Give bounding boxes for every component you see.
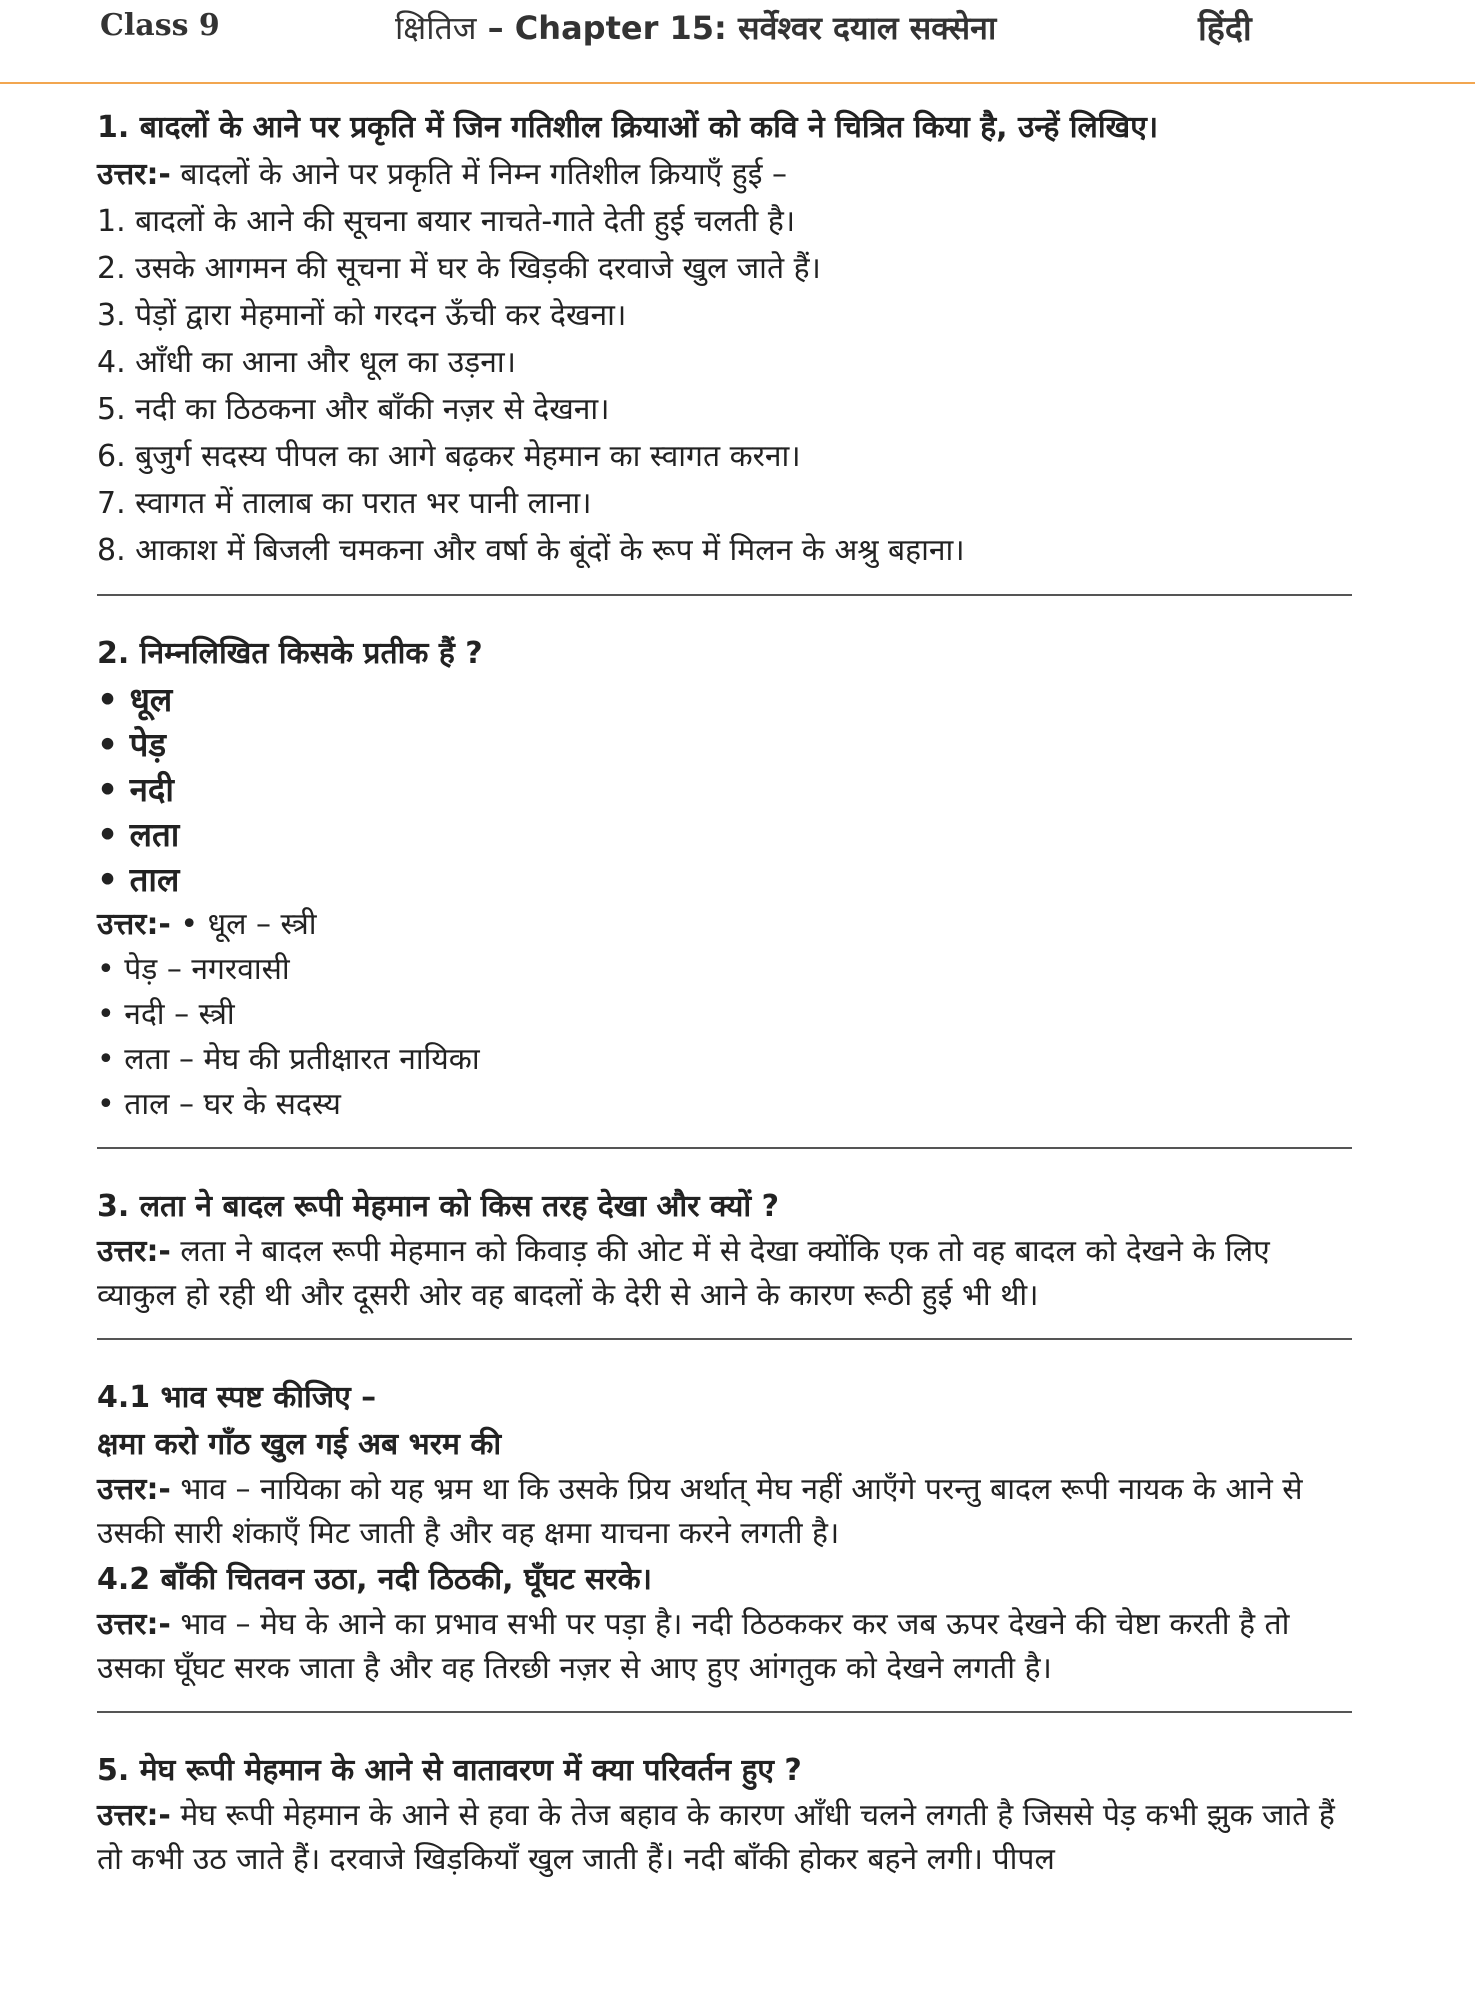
chapter-separator: – bbox=[476, 9, 515, 47]
answer-5 bbox=[97, 1794, 1355, 1882]
question-4-1-heading: 4.1 भाव स्पष्ट कीजिए – bbox=[97, 1380, 377, 1415]
question-1-text: 1. बादलों के आने पर प्रकृति में जिन गतिशील क्रियाओं को कवि ने चित्रित किया है, उन्हें लिखिए। bbox=[97, 110, 1159, 145]
answer-5-text: मेघ रूपी मेहमान के आने से हवा के तेज बहाव के कारण आँधी चलने लगती है जिससे पेड़ कभी झुक जाते हैं तो कभी उठ जाते हैं। दरवाजे खिड़कियाँ खुल जाती हैं। नदी बाँकी होकर बहने लगी। पीपल bbox=[97, 1798, 1335, 1877]
answer-label: उत्तर:- bbox=[97, 1798, 171, 1833]
answer-item: • नदी – स्त्री bbox=[97, 997, 235, 1032]
question-5 bbox=[97, 1743, 1355, 1882]
list-item: 2. उसके आगमन की सूचना में घर के खिड़की दरवाजे खुल जाते हैं। bbox=[97, 251, 821, 286]
page-content bbox=[97, 100, 1355, 1882]
answer-1-intro-text: बादलों के आने पर प्रकृति में निम्न गतिशील क्रियाएँ हुई – bbox=[170, 157, 787, 192]
answer-2-first bbox=[97, 902, 1355, 947]
question-5-text: 5. मेघ रूपी मेहमान के आने से वातावरण में क्या परिवर्तन हुए ? bbox=[97, 1753, 802, 1788]
question-4-2-heading: 4.2 बाँकी चितवन उठा, नदी ठिठकी, घूँघट सरके। bbox=[97, 1562, 652, 1597]
question-1 bbox=[97, 100, 1355, 574]
answer-item: • पेड़ – नगरवासी bbox=[97, 952, 290, 987]
answer-label: उत्तर:- bbox=[97, 157, 171, 192]
list-item: 4. आँधी का आना और धूल का उड़ना। bbox=[97, 345, 516, 380]
answer-label: उत्तर:- bbox=[97, 1234, 171, 1269]
question-4-1-line: क्षमा करो गाँठ खुल गई अब भरम की bbox=[97, 1427, 502, 1462]
answer-label: उत्तर:- bbox=[97, 1607, 171, 1642]
list-item: 6. बुजुर्ग सदस्य पीपल का आगे बढ़कर मेहमान का स्वागत करना। bbox=[97, 439, 801, 474]
answer-4-2-text: भाव – मेघ के आने का प्रभाव सभी पर पड़ा है। नदी ठिठककर कर जब ऊपर देखने की चेष्टा करती है तो उसका घूँघट सरक जाता है और वह तिरछी नज़र से आए हुए आंगतुक को देखने लगती है। bbox=[97, 1607, 1290, 1686]
list-item: 8. आकाश में बिजली चमकना और वर्षा के बूंदों के रूप में मिलन के अश्रु बहाना। bbox=[97, 533, 965, 568]
list-item: 3. पेड़ों द्वारा मेहमानों को गरदन ऊँची कर देखना। bbox=[97, 298, 627, 333]
chapter-title bbox=[395, 6, 996, 49]
book-name: क्षितिज bbox=[395, 9, 477, 47]
answer-2-first-text: • धूल – स्त्री bbox=[170, 907, 317, 942]
answer-4-1 bbox=[97, 1468, 1355, 1556]
answer-4-1-text: भाव – नायिका को यह भ्रम था कि उसके प्रिय अर्थात् मेघ नहीं आएँगे परन्तु बादल रूपी नायक के आने से उसकी सारी शंकाएँ मिट जाती है और वह क्षमा याचना करने लगती है। bbox=[97, 1472, 1303, 1551]
section-divider bbox=[97, 594, 1352, 596]
answer-4-2 bbox=[97, 1603, 1355, 1691]
question-4 bbox=[97, 1370, 1355, 1691]
answer-label: उत्तर:- bbox=[97, 1472, 171, 1507]
list-item: 1. बादलों के आने की सूचना बयार नाचते-गाते देती हुई चलती है। bbox=[97, 204, 796, 239]
symbol-item: • लता bbox=[97, 815, 180, 854]
question-3 bbox=[97, 1179, 1355, 1318]
question-2-text: 2. निम्नलिखित किसके प्रतीक हैं ? bbox=[97, 636, 483, 671]
section-divider bbox=[97, 1338, 1352, 1340]
answer-item: • लता – मेघ की प्रतीक्षारत नायिका bbox=[97, 1042, 480, 1077]
section-divider bbox=[97, 1711, 1352, 1713]
list-item: 5. नदी का ठिठकना और बाँकी नज़र से देखना। bbox=[97, 392, 610, 427]
subject-label: हिंदी bbox=[1198, 9, 1252, 49]
question-2 bbox=[97, 626, 1355, 1127]
section-divider bbox=[97, 1147, 1352, 1149]
answer-1-intro bbox=[97, 151, 1355, 198]
symbol-item: • धूल bbox=[97, 680, 173, 719]
chapter-name: Chapter 15: सर्वेश्वर दयाल सक्सेना bbox=[514, 9, 997, 47]
symbol-item: • ताल bbox=[97, 860, 180, 899]
symbol-item: • पेड़ bbox=[97, 725, 166, 764]
symbol-item: • नदी bbox=[97, 770, 174, 809]
answer-label: उत्तर:- bbox=[97, 907, 171, 942]
answer-3-text: लता ने बादल रूपी मेहमान को किवाड़ की ओट में से देखा क्योंकि एक तो वह बादल को देखने के लिए व्याकुल हो रही थी और दूसरी ओर वह बादलों के देरी से आने के कारण रूठी हुई भी थी। bbox=[97, 1234, 1270, 1313]
question-3-text: 3. लता ने बादल रूपी मेहमान को किस तरह देखा और क्यों ? bbox=[97, 1189, 780, 1224]
answer-3 bbox=[97, 1230, 1355, 1318]
class-label: Class 9 bbox=[100, 8, 220, 43]
answer-item: • ताल – घर के सदस्य bbox=[97, 1087, 341, 1122]
list-item: 7. स्वागत में तालाब का परात भर पानी लाना। bbox=[97, 486, 592, 521]
page-header bbox=[0, 0, 1475, 84]
